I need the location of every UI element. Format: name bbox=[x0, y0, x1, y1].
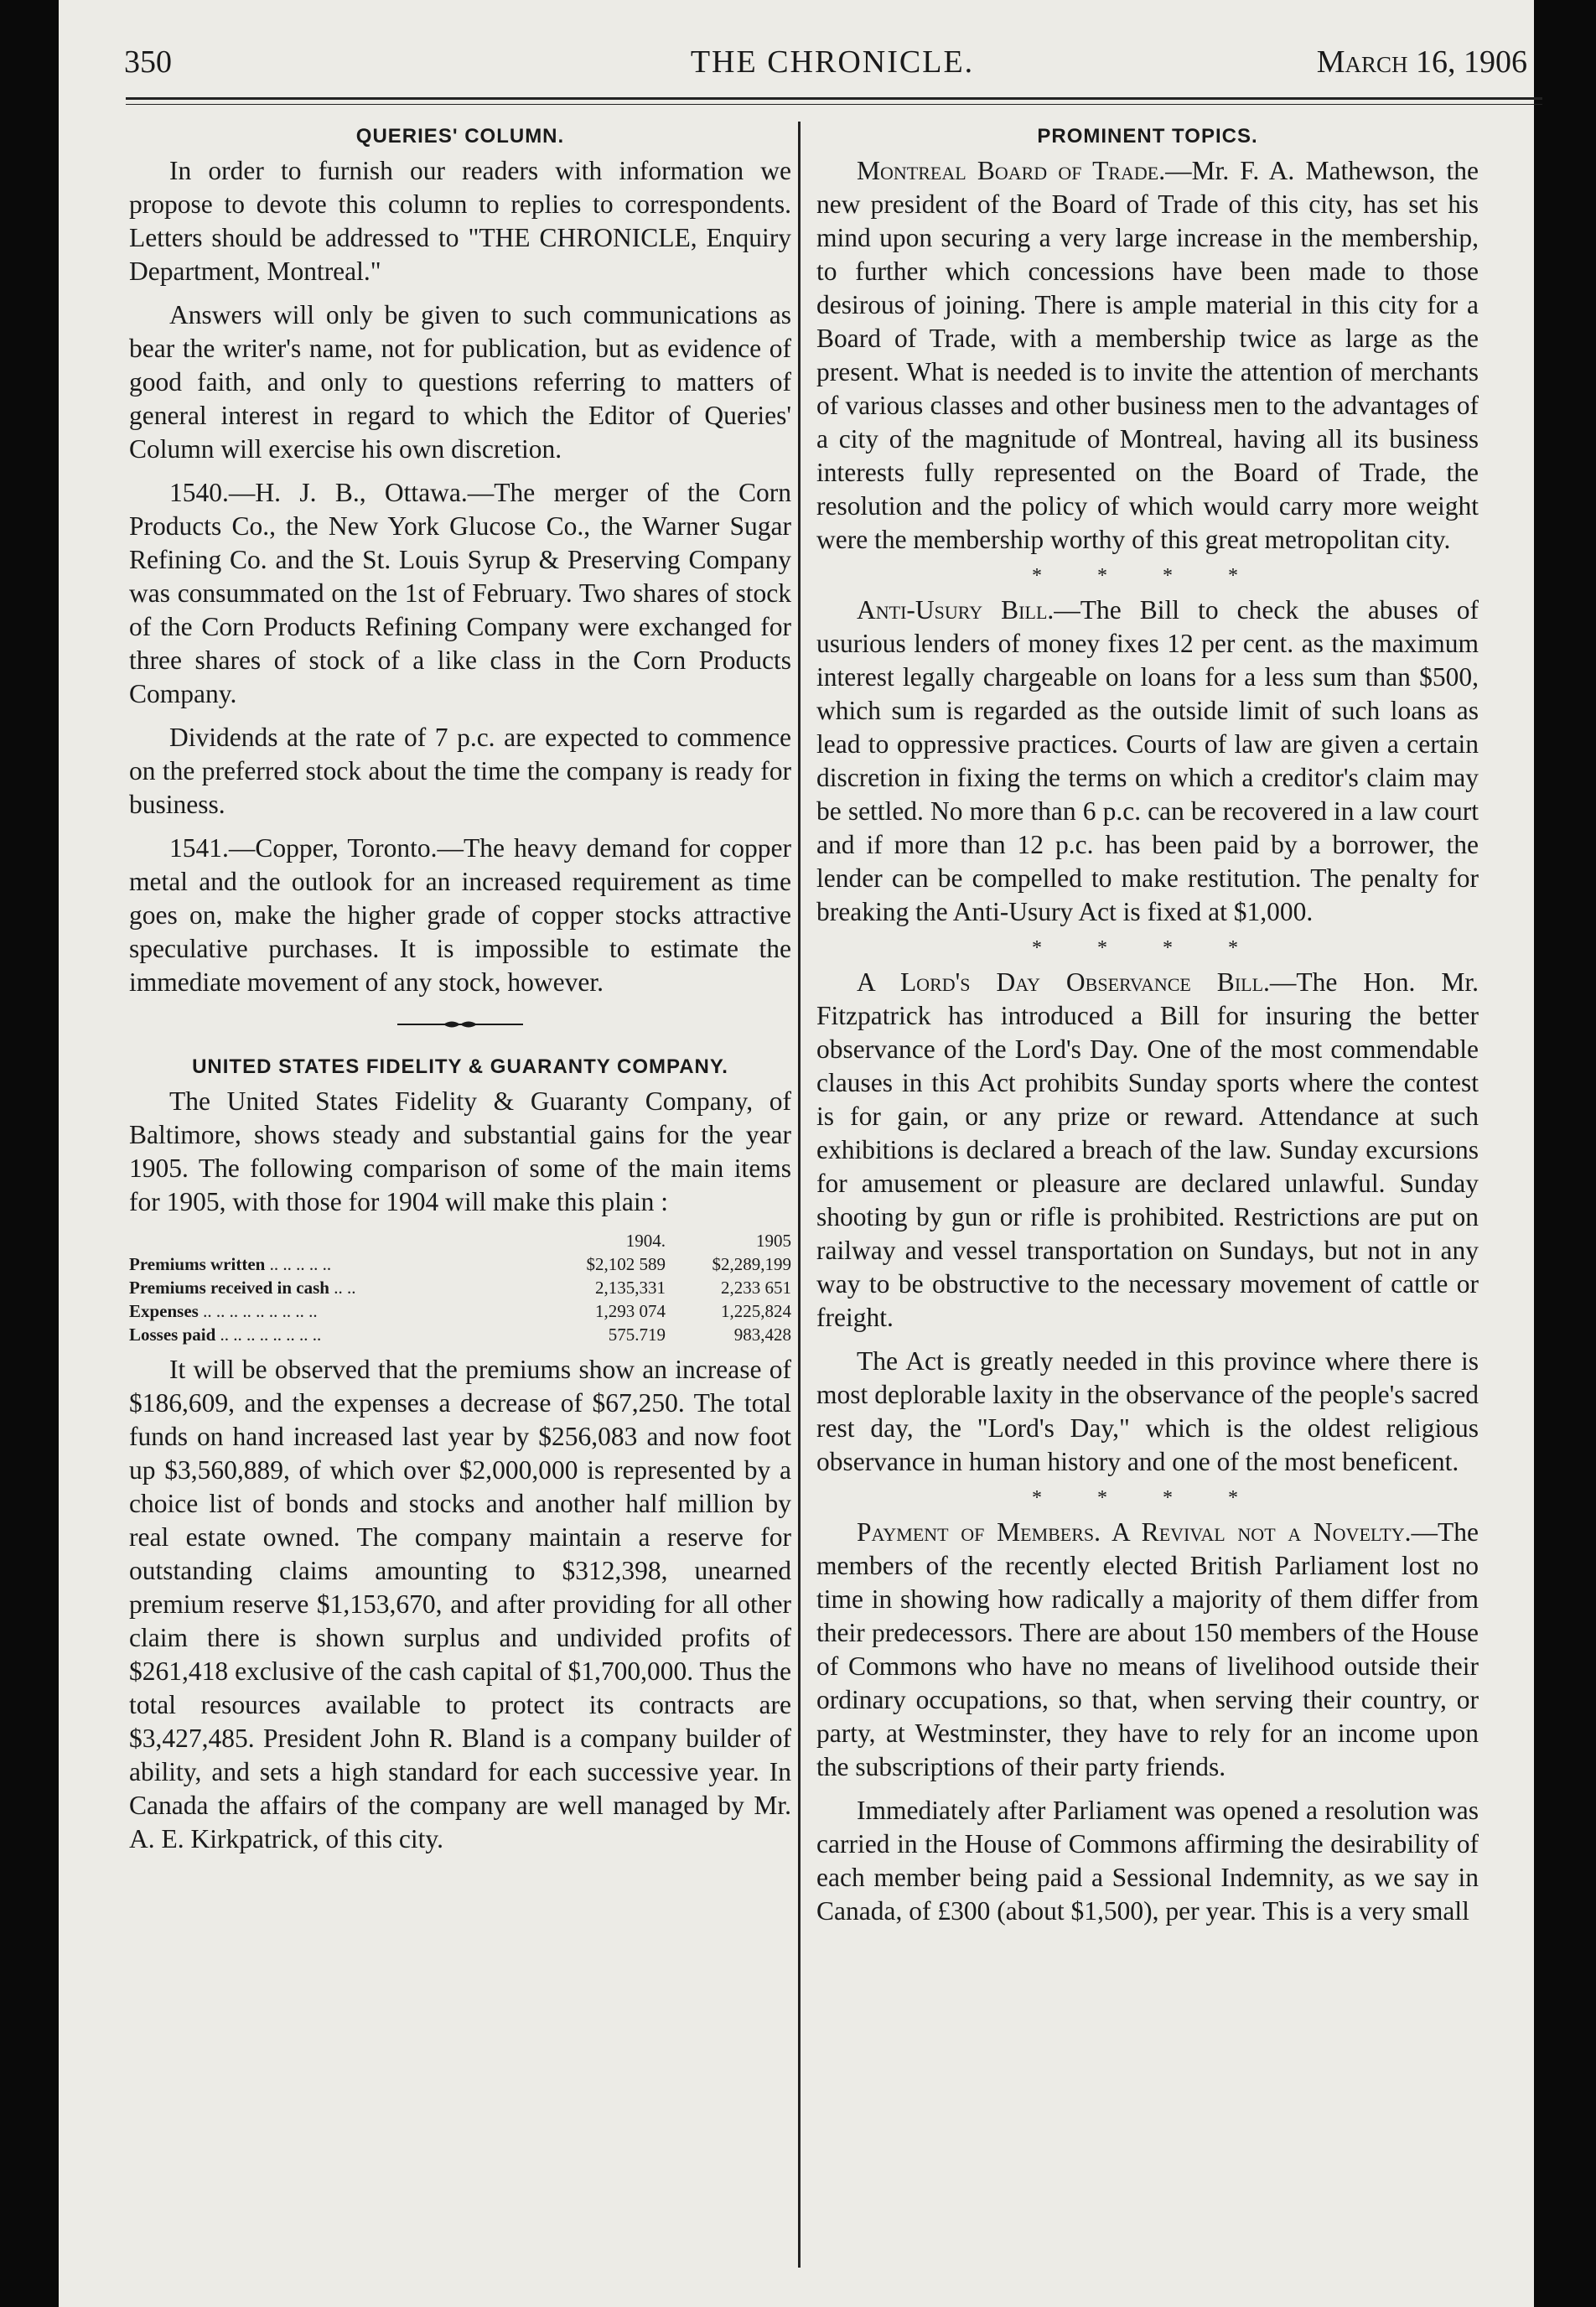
section-separator: * * * * bbox=[1032, 565, 1263, 587]
leader-dots: .. .. .. .. .. bbox=[269, 1254, 332, 1274]
query-1540-dividends: Dividends at the rate of 7 p.c. are expected to commence on the preferred stock about the time the company is ready for business. bbox=[129, 723, 791, 819]
publication-title: THE CHRONICLE. bbox=[690, 44, 975, 80]
column-header-1905: 1905 bbox=[756, 1231, 791, 1251]
table-row bbox=[129, 1299, 791, 1323]
payment-of-members-article bbox=[816, 1516, 1479, 1784]
article-title: Anti-Usury Bill. bbox=[857, 595, 1054, 625]
header-rule-thin bbox=[126, 104, 1542, 105]
page-number: 350 bbox=[124, 44, 172, 80]
board-of-trade-article bbox=[816, 154, 1479, 557]
article-title: A Lord's Day Observance Bill. bbox=[857, 967, 1270, 997]
row-label-text: Premiums written bbox=[129, 1254, 266, 1274]
page-header bbox=[124, 44, 1541, 94]
row-label-text: Losses paid bbox=[129, 1325, 216, 1345]
usfg-heading: UNITED STATES FIDELITY & GUARANTY COMPANY. bbox=[192, 1055, 728, 1078]
value-1904: 575.719 bbox=[608, 1325, 666, 1345]
queries-paragraph: In order to furnish our readers with information we propose to devote this column to replies to correspondents. Letters should be addressed to "THE CHRONICLE, Enquiry Department, Montreal." bbox=[129, 156, 791, 286]
value-1905: 2,233 651 bbox=[721, 1278, 791, 1298]
issue-date: March 16, 1906 bbox=[1316, 44, 1527, 80]
leader-dots: .. .. .. .. .. .. .. .. bbox=[220, 1325, 322, 1345]
value-1905: $2,289,199 bbox=[712, 1254, 791, 1274]
value-1904: 2,135,331 bbox=[595, 1278, 666, 1298]
row-label bbox=[129, 1276, 540, 1299]
value-1904: $2,102 589 bbox=[586, 1254, 666, 1274]
article-body: —Mr. F. A. Mathewson, the new president of the Board of Trade of this city, has set his mind upon securing a very large increase in the membership, to further which concessions have been made to those desirous of joining. There is ample material in this city for a Board of Trade, with a membership twice as large as the present. What is needed is to invite the attention of merchants of various classes and other business men to the advantages of a city of the magnitude of Montreal, having all its business interests fully represented on the Board of Trade, the resolution and the policy of which would carry more weight were the membership worthy of this great metropolitan city. bbox=[816, 156, 1479, 554]
ornament-divider-icon bbox=[397, 1018, 523, 1031]
query-1541: 1541.—Copper, Toronto.—The heavy demand for copper metal and the outlook for an increased requirement as time goes on, make the higher grade of copper stocks attractive speculative purchases. It is impossible to estimate the immediate movement of any stock, however. bbox=[129, 833, 791, 997]
table-row bbox=[129, 1323, 791, 1346]
row-label bbox=[129, 1299, 540, 1323]
table-header-row bbox=[129, 1229, 791, 1252]
leader-dots: .. .. .. .. .. .. .. .. .. bbox=[203, 1301, 318, 1321]
payment-of-members-paragraph: Immediately after Parliament was opened a resolution was carried in the House of Commons affirming the desirability of each member being paid a Sessional Indemnity, as we say in Canada, of £300 (about $1,500), per year. This is a very small bbox=[816, 1796, 1479, 1926]
value-1904: 1,293 074 bbox=[595, 1301, 666, 1321]
row-label-text: Expenses bbox=[129, 1301, 199, 1321]
queries-heading: QUERIES' COLUMN. bbox=[355, 125, 565, 148]
usfg-body: It will be observed that the premiums show an increase of $186,609, and the expenses a decrease of $67,250. The total funds on hand increased last year by $256,083 and now foot up $3,560,889, of which over $2,000,000 is represented by a choice list of bonds and stocks and another half million by real estate owned. The company maintain a reserve for outstanding claims amounting to $312,398, unearned premium reserve $1,153,670, and after providing for all other claim there is shown surplus and undivided profits of $261,418 exclusive of the cash capital of $1,700,000. Thus the total resources available to protect its contracts are $3,427,485. President John R. Bland is a company builder of ability, and sets a high standard for each successive year. In Canada the affairs of the company are well managed by Mr. A. E. Kirkpatrick, of this city. bbox=[129, 1355, 791, 1853]
section-ornament bbox=[129, 1009, 791, 1039]
article-body: —The Hon. Mr. Fitzpatrick has introduced a Bill for insuring the better observance of the Lord's Day. One of the most commendable clauses in this Act prohibits Sunday sports where the contest is for gain, or any prize or reward. Attendance at such exhibitions is declared a breach of the law. Sunday excursions for amusement or pleasure are declared unlawful. Sunday shooting by gun or rifle is prohibited. Restrictions are put on railway and vessel transportation on Sundays, but not in any way to be obstructive to the necessary movement of cattle or freight. bbox=[816, 967, 1479, 1332]
article-title: Montreal Board of Trade. bbox=[857, 156, 1166, 185]
section-separator: * * * * bbox=[1032, 937, 1263, 959]
newspaper-page bbox=[59, 0, 1534, 2307]
right-column bbox=[816, 124, 1479, 2270]
section-separator: * * * * bbox=[1032, 1487, 1263, 1509]
article-body: —The Bill to check the abuses of usurious lenders of money fixes 12 per cent. as the maximum interest legally chargeable on loans for a less sum than $500, which sum is regarded as the outside limit of such loans as lead to oppressive practices. Courts of law are given a certain discretion in fixing the terms on which a creditor's claim may be settled. No more than 6 p.c. can be recovered in a law court and if more than 12 p.c. has been paid by a borrower, the lender can be compelled to make restitution. The penalty for breaking the Anti-Usury Act is fixed at $1,000. bbox=[816, 595, 1479, 926]
leader-dots: .. .. bbox=[334, 1278, 356, 1298]
table-header-blank bbox=[129, 1229, 540, 1252]
table-row bbox=[129, 1252, 791, 1276]
queries-paragraph: Answers will only be given to such communications as bear the writer's name, not for publication, but as evidence of good faith, and only to questions referring to matters of general interest in regard to which the Editor of Queries' Column will exercise his own discretion. bbox=[129, 300, 791, 464]
column-divider bbox=[798, 122, 801, 2268]
row-label-text: Premiums received in cash bbox=[129, 1278, 329, 1298]
value-1905: 983,428 bbox=[733, 1325, 791, 1345]
lords-day-paragraph: The Act is greatly needed in this province where there is most deplorable laxity in the observance of the people's sacred rest day, the "Lord's Day," which is the oldest religious observance in human history and one of the most beneficent. bbox=[816, 1346, 1479, 1476]
left-column bbox=[129, 124, 791, 2270]
table-row bbox=[129, 1276, 791, 1299]
article-body: —The members of the recently elected British Parliament lost no time in showing how radically a majority of them differ from their predecessors. There are about 150 members of the House of Commons who have no means of livelihood outside their ordinary occupations, so that, when serving their country, or party, at Westminster, they have to rely for an income upon the subscriptions of their party friends. bbox=[816, 1517, 1479, 1781]
topics-heading: PROMINENT TOPICS. bbox=[1037, 125, 1258, 148]
header-rule-thick bbox=[126, 97, 1542, 100]
comparison-table bbox=[129, 1229, 791, 1346]
anti-usury-article bbox=[816, 594, 1479, 929]
row-label bbox=[129, 1252, 540, 1276]
query-1540: 1540.—H. J. B., Ottawa.—The merger of the Corn Products Co., the New York Glucose Co., the Warner Sugar Refining Co. and the St. Louis Syrup & Preserving Company was consummated on the 1st of February. Two shares of stock of the Corn Products Refining Company were exchanged for three shares of stock of a like class in the Corn Products Company. bbox=[129, 478, 791, 708]
lords-day-article bbox=[816, 966, 1479, 1335]
column-header-1904: 1904. bbox=[625, 1231, 666, 1251]
value-1905: 1,225,824 bbox=[721, 1301, 791, 1321]
article-title: Payment of Members. A Revival not a Novelty. bbox=[857, 1517, 1412, 1547]
usfg-intro: The United States Fidelity & Guaranty Company, of Baltimore, shows steady and substantial gains for the year 1905. The following comparison of some of the main items for 1905, with those for 1904 will make this plain : bbox=[129, 1086, 791, 1216]
row-label bbox=[129, 1323, 540, 1346]
